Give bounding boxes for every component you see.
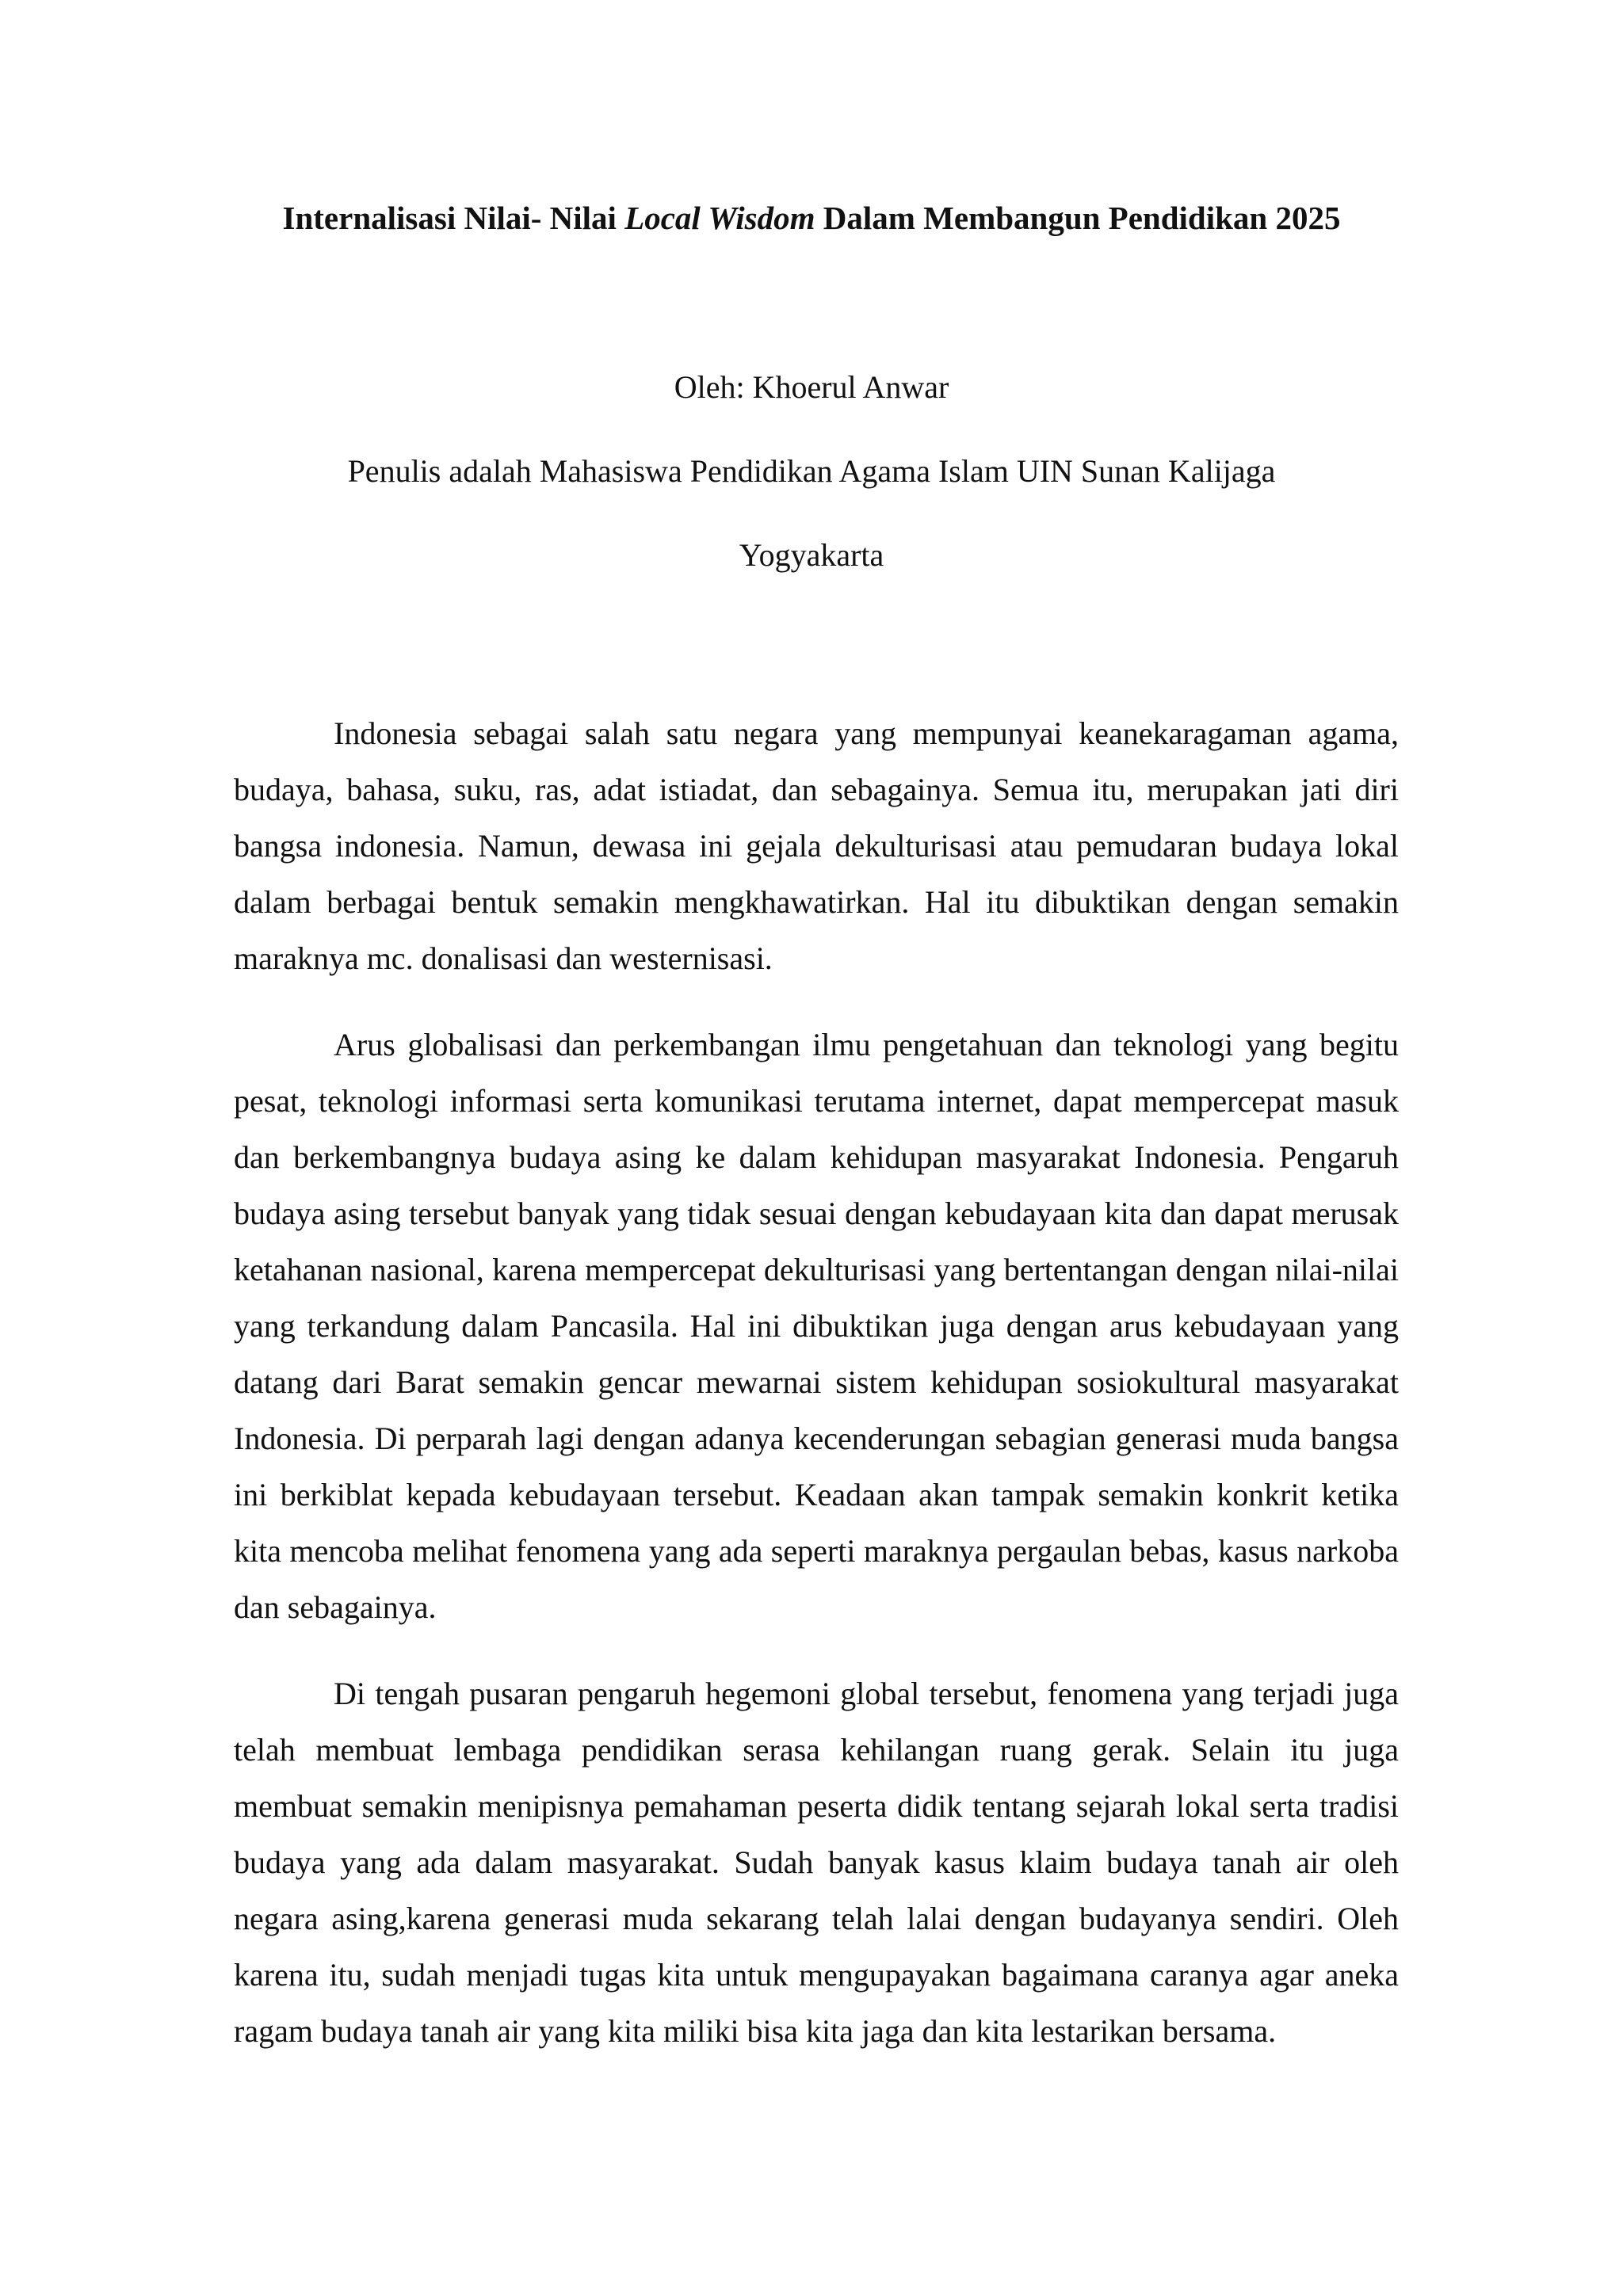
title-text-end: Dalam Membangun Pendidikan 2025 [815,200,1341,236]
title-text-italic: Local Wisdom [624,200,815,236]
affiliation-line: Penulis adalah Mahasiswa Pendidikan Agama Islam UIN Sunan Kalijaga [347,453,1276,489]
author-line: Oleh: Khoerul Anwar [674,369,949,405]
city-line: Yogyakarta [739,537,884,573]
title-text-start: Internalisasi Nilai- Nilai [282,200,625,236]
paragraph-2: Arus globalisasi dan perkembangan ilmu pengetahuan dan teknologi yang begitu pesat, teknologi informasi serta komunikasi terutama internet, dapat mempercepat masuk dan berkembangnya budaya asing ke dalam kehidupan masyarakat Indonesia. Pengaruh budaya asing tersebut banyak yang tidak sesuai dengan kebudayaan kita dan dapat merusak ketahanan nasional, karena mempercepat dekulturisasi yang bertentangan dengan nilai-nilai yang terkandung dalam Pancasila. Hal ini dibuktikan juga dengan arus kebudayaan yang datang dari Barat semakin gencar mewarnai sistem kehidupan sosiokultural masyarakat Indonesia. Di perparah lagi dengan adanya kecenderungan sebagian generasi muda bangsa ini berkiblat kepada kebudayaan tersebut. Keadaan akan tampak semakin konkrit ketika kita mencoba melihat fenomena yang ada seperti maraknya pergaulan bebas, kasus narkoba dan sebagainya. [234,1027,1399,1625]
paragraph-1: Indonesia sebagai salah satu negara yang mempunyai keanekaragaman agama, budaya, bahasa, suku, ras, adat istiadat, dan sebagainya. Semua itu, merupakan jati diri bangsa indonesia. Namun, dewasa ini gejala dekulturisasi atau pemudaran budaya lokal dalam berbagai bentuk semakin mengkhawatirkan. Hal itu dibuktikan dengan semakin maraknya mc. donalisasi dan westernisasi. [234,715,1399,976]
body-text [234,705,1399,2089]
paragraph-3: Di tengah pusaran pengaruh hegemoni global tersebut, fenomena yang terjadi juga telah membuat lembaga pendidikan serasa kehilangan ruang gerak. Selain itu juga membuat semakin menipisnya pemahaman peserta didik tentang sejarah lokal serta tradisi budaya yang ada dalam masyarakat. Sudah banyak kasus klaim budaya tanah air oleh negara asing,karena generasi muda sekarang telah lalai dengan budayanya sendiri. Oleh karena itu, sudah menjadi tugas kita untuk mengupayakan bagaimana caranya agar aneka ragam budaya tanah air yang kita miliki bisa kita jaga dan kita lestarikan bersama. [234,1676,1399,2049]
document-title [0,198,1623,238]
